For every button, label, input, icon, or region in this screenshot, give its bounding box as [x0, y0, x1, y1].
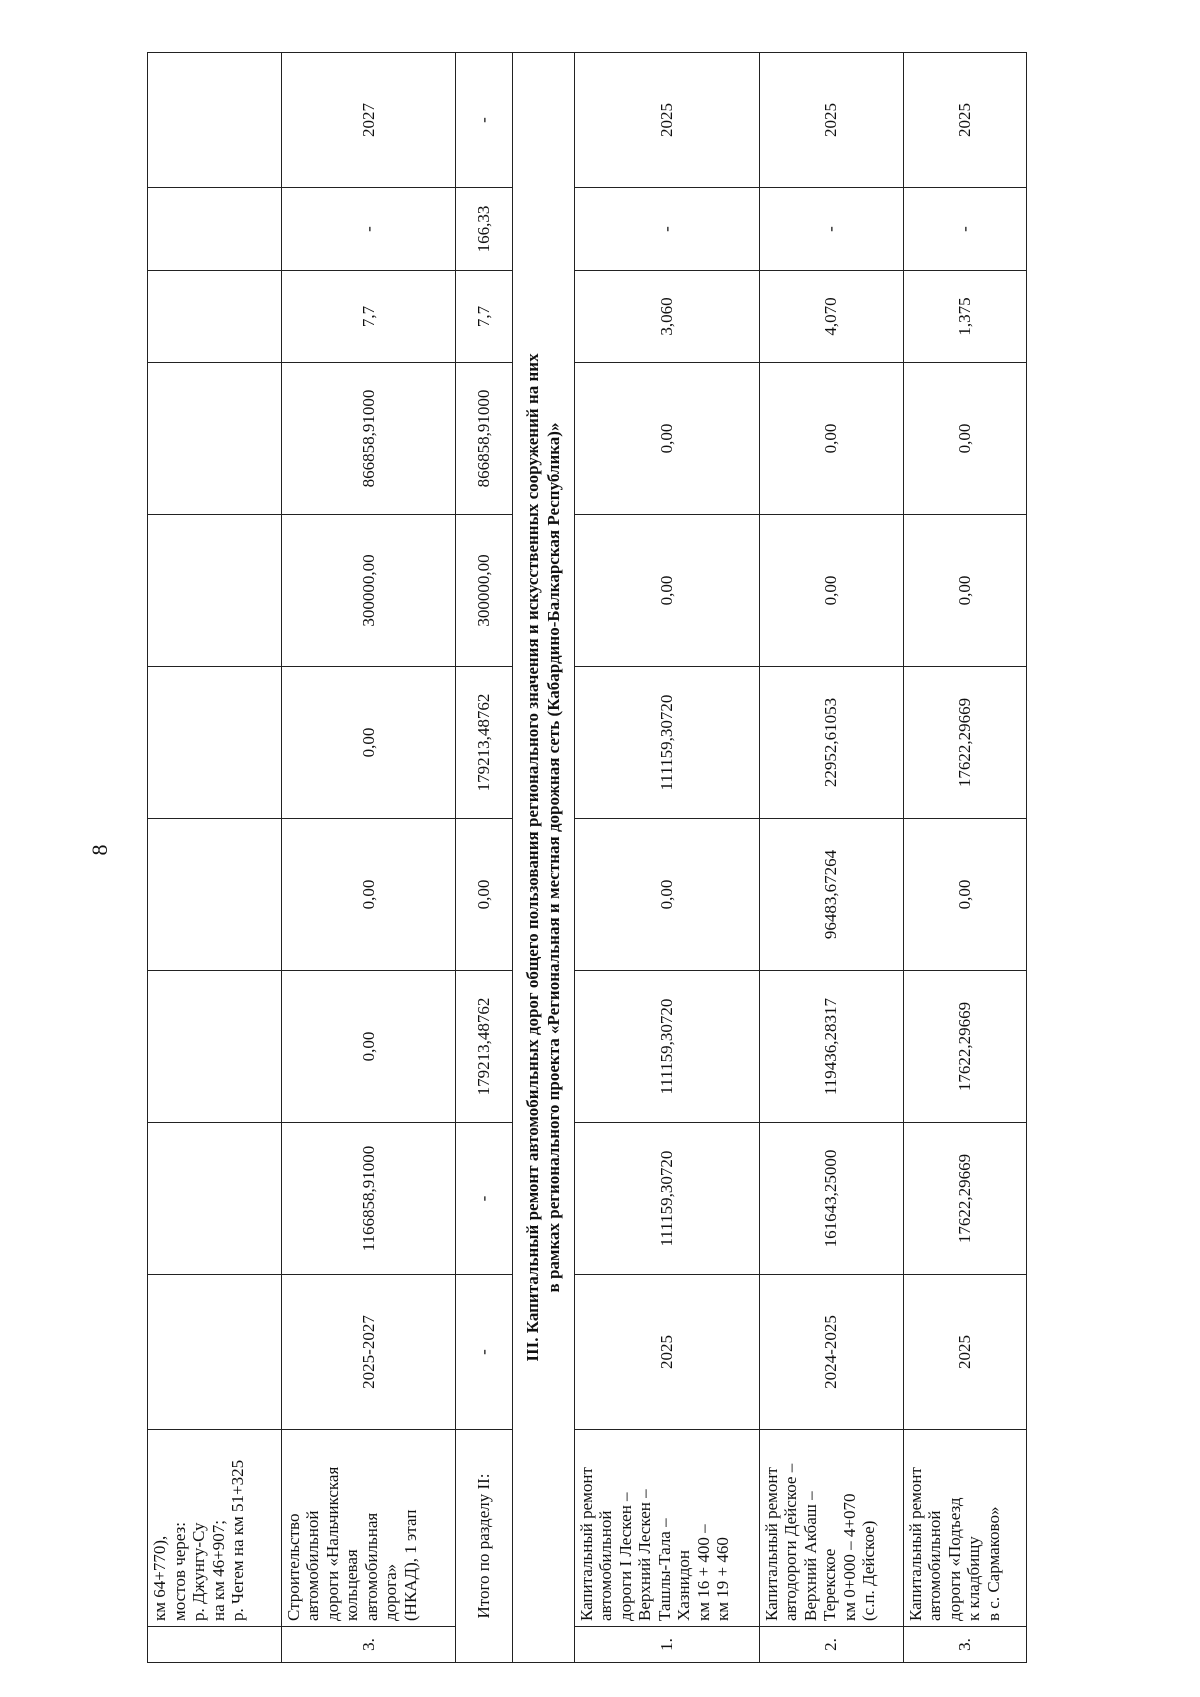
year-cell	[148, 53, 282, 188]
row-number	[148, 1627, 282, 1663]
value-cell: 0,00	[574, 819, 759, 971]
value-cell: 0,00	[574, 363, 759, 515]
value-cell	[148, 819, 282, 971]
section-header-row	[512, 53, 574, 1663]
value-cell: 111159,30720	[574, 667, 759, 819]
page-number: 8	[87, 844, 112, 856]
value-cell: 0,00	[759, 515, 903, 667]
cost-cell: 111159,30720	[574, 1123, 759, 1275]
value-cell: 300000,00	[281, 515, 456, 667]
value-cell	[148, 515, 282, 667]
row-number: 3.	[281, 1627, 456, 1663]
table-row	[574, 53, 759, 1663]
regional-roads-table	[147, 52, 1027, 1663]
rotated-table-wrapper	[147, 53, 1027, 1663]
period-cell: 2025	[574, 1275, 759, 1430]
object-name: Строительство автомобильной дороги «Нальчикская кольцевая автомобильная дорога» (НКАД), 1 этап	[281, 1430, 456, 1627]
year-cell: 2025	[759, 53, 903, 188]
value-cell: 96483,67264	[759, 819, 903, 971]
value-cell: 0,00	[456, 819, 513, 971]
length-cell: 7,7	[281, 271, 456, 363]
row-number: 2.	[759, 1627, 903, 1663]
value-cell	[148, 363, 282, 515]
value-cell: 17622,29669	[903, 971, 1026, 1123]
value-cell: 866858,91000	[281, 363, 456, 515]
value-cell	[148, 188, 282, 271]
cost-cell	[148, 1123, 282, 1275]
object-name: км 64+770), мостов через: р. Джунгу-Су на км 46+907; р. Чегем на км 51+325	[148, 1430, 282, 1627]
value-cell: 0,00	[759, 363, 903, 515]
value-cell: -	[281, 188, 456, 271]
object-name: Капитальный ремонт автодороги Дейское – Верхний Акбаш – Терекское км 0+000 – 4+070 (с.п. Дейское)	[759, 1430, 903, 1627]
period-cell: -	[456, 1275, 513, 1430]
cost-cell: 161643,25000	[759, 1123, 903, 1275]
value-cell: 0,00	[281, 819, 456, 971]
section-title: III. Капитальный ремонт автомобильных дорог общего пользования регионального значения и искусственных сооружений на них в рамках регионального проекта «Региональная и местная дорожная сеть (Кабардино-Балкарская Республика)»	[512, 53, 574, 1663]
year-cell: 2027	[281, 53, 456, 188]
total-label: Итого по разделу II:	[456, 1430, 513, 1663]
row-number: 3.	[903, 1627, 1026, 1663]
period-cell	[148, 1275, 282, 1430]
value-cell: 0,00	[281, 667, 456, 819]
length-cell	[148, 271, 282, 363]
object-name: Капитальный ремонт автомобильной дороги «Подъезд к кладбищу в с. Сармаково»	[903, 1430, 1026, 1627]
value-cell: 166,33	[456, 188, 513, 271]
row-number: 1.	[574, 1627, 759, 1663]
value-cell: -	[759, 188, 903, 271]
total-row	[456, 53, 513, 1663]
value-cell	[148, 971, 282, 1123]
value-cell: 17622,29669	[903, 667, 1026, 819]
value-cell: 179213,48762	[456, 971, 513, 1123]
value-cell: 179213,48762	[456, 667, 513, 819]
value-cell: 0,00	[574, 515, 759, 667]
cost-cell: 1166858,91000	[281, 1123, 456, 1275]
period-cell: 2025-2027	[281, 1275, 456, 1430]
table-row	[281, 53, 456, 1663]
value-cell: 866858,91000	[456, 363, 513, 515]
value-cell: 0,00	[903, 363, 1026, 515]
value-cell: 300000,00	[456, 515, 513, 667]
year-cell: 2025	[903, 53, 1026, 188]
value-cell: 0,00	[903, 515, 1026, 667]
value-cell	[148, 667, 282, 819]
value-cell: -	[903, 188, 1026, 271]
period-cell: 2025	[903, 1275, 1026, 1430]
cost-cell: 17622,29669	[903, 1123, 1026, 1275]
length-cell: 1,375	[903, 271, 1026, 363]
value-cell: 22952,61053	[759, 667, 903, 819]
value-cell: 0,00	[281, 971, 456, 1123]
cost-cell: -	[456, 1123, 513, 1275]
value-cell: 0,00	[903, 819, 1026, 971]
length-cell: 4,070	[759, 271, 903, 363]
period-cell: 2024-2025	[759, 1275, 903, 1430]
table-row	[759, 53, 903, 1663]
length-cell: 7,7	[456, 271, 513, 363]
year-cell: -	[456, 53, 513, 188]
value-cell: 111159,30720	[574, 971, 759, 1123]
object-name: Капитальный ремонт автомобильной дороги I Лескен – Верхний Лескен – Ташлы-Тала – Хазнидон км 16 + 400 – км 19 + 460	[574, 1430, 759, 1627]
length-cell: 3,060	[574, 271, 759, 363]
value-cell: 119436,28317	[759, 971, 903, 1123]
table-row	[903, 53, 1026, 1663]
table-row	[148, 53, 282, 1663]
value-cell: -	[574, 188, 759, 271]
year-cell: 2025	[574, 53, 759, 188]
